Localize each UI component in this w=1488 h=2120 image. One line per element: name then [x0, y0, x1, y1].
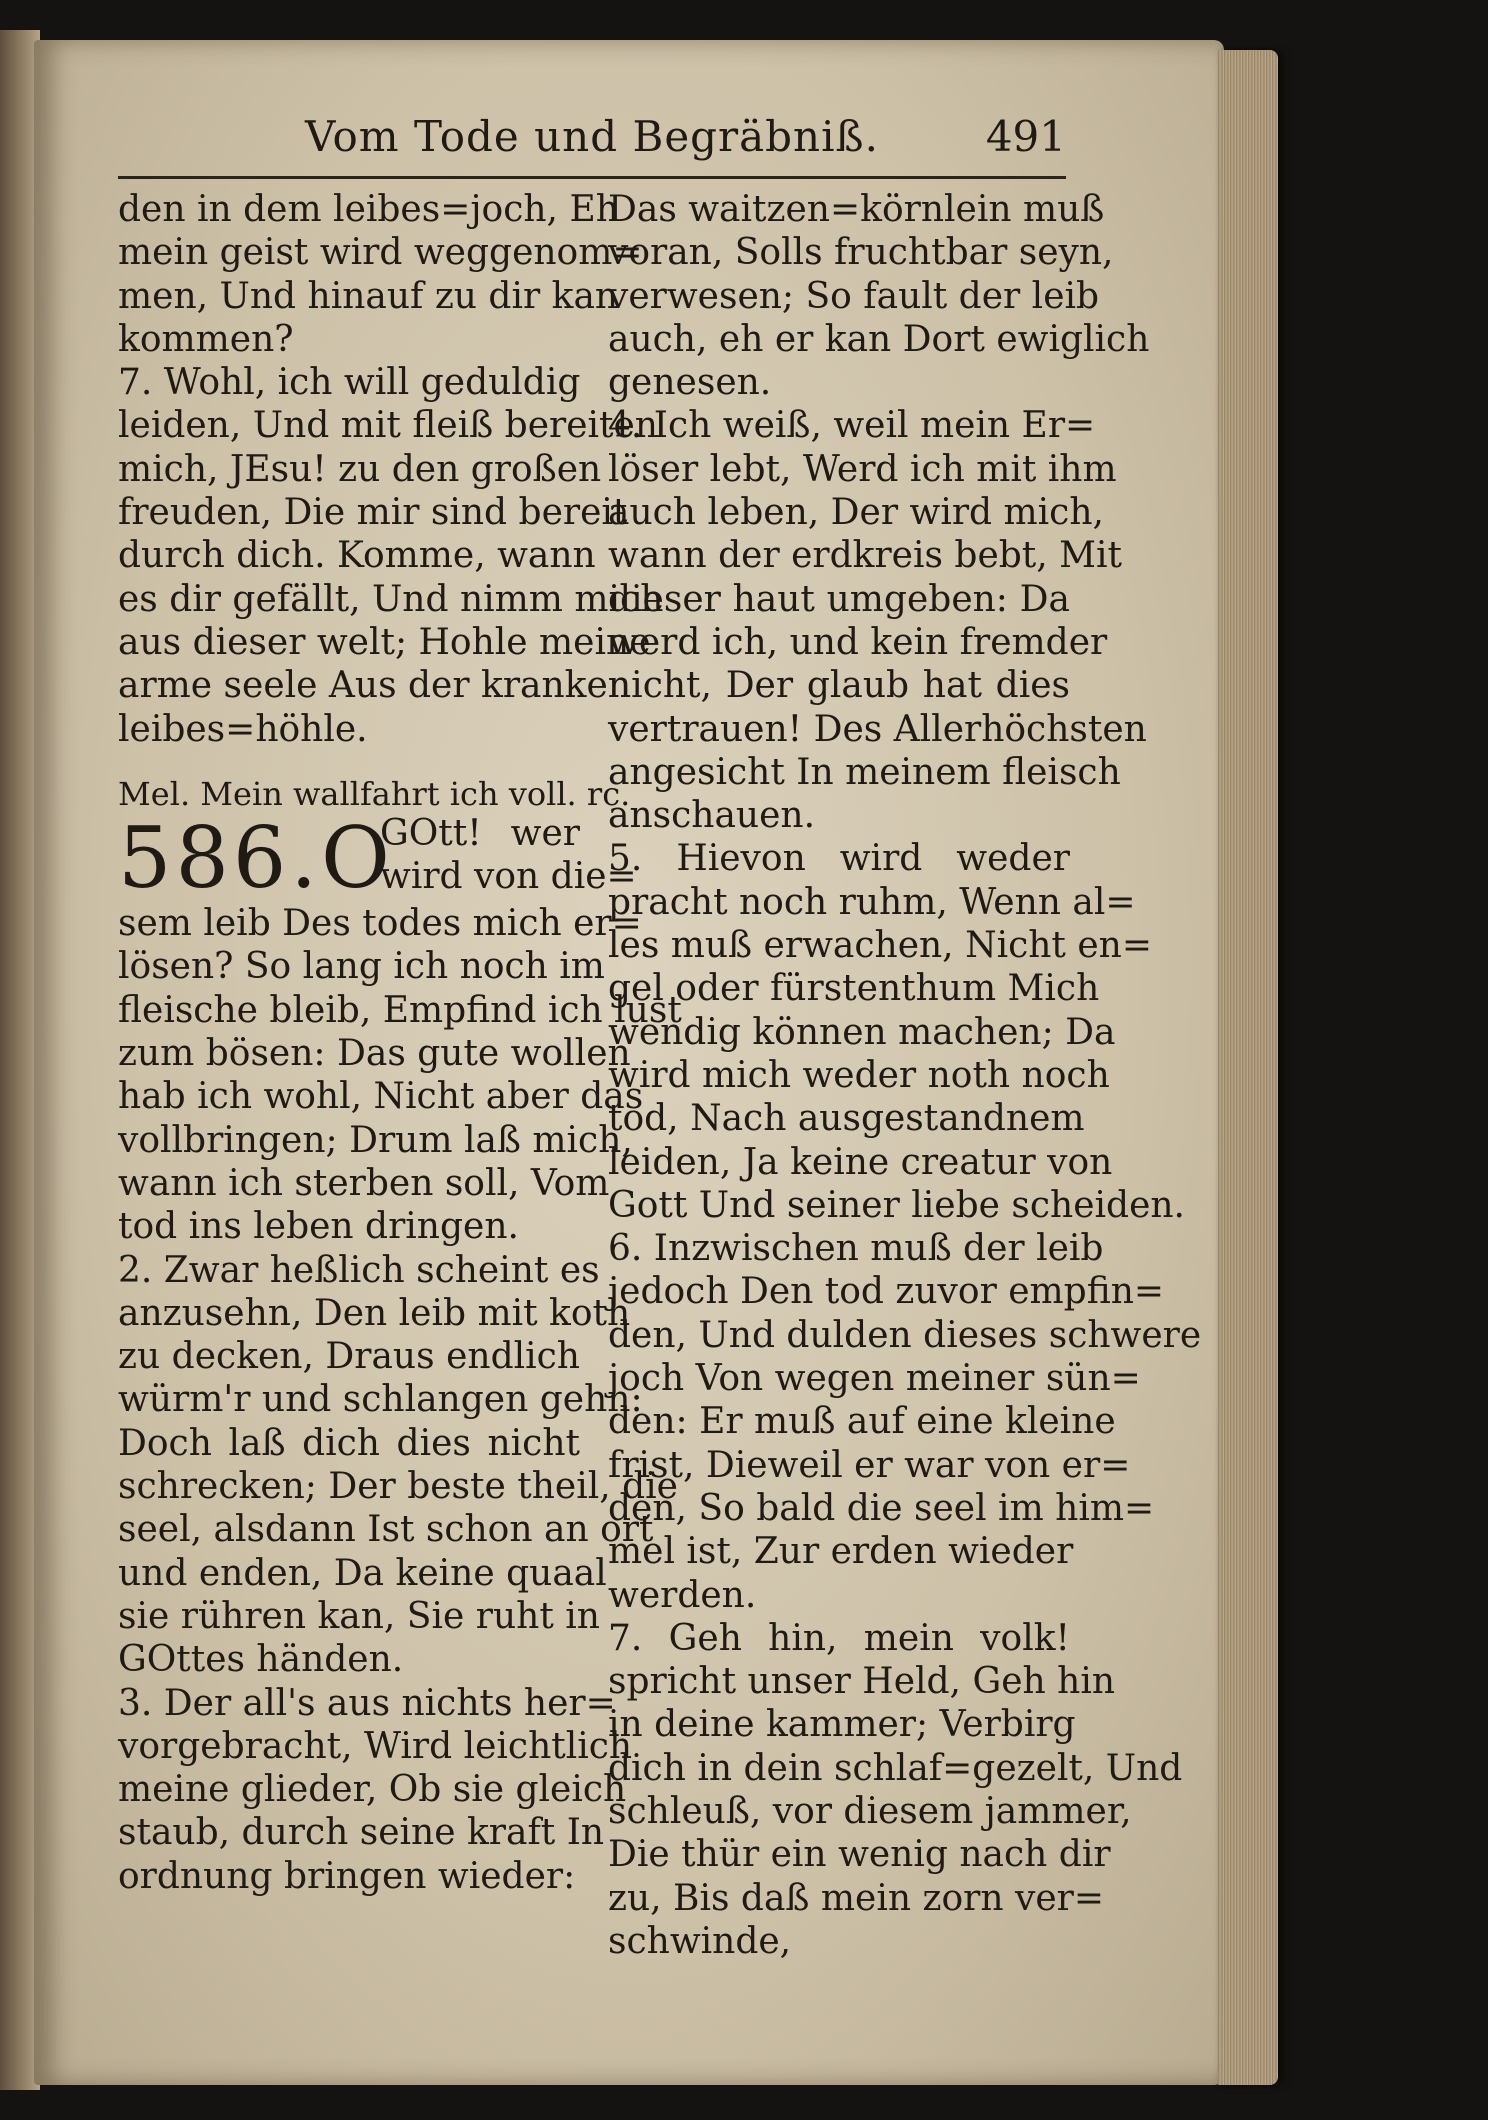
text-line: ordnung bringen wieder: [118, 1855, 576, 1897]
text-line: vertrauen! Des Allerhöchsten [608, 708, 1147, 750]
text-line: dieser haut umgeben: Da [608, 578, 1070, 620]
text-line: schleuß, vor diesem jammer, [608, 1790, 1132, 1832]
text-line: auch leben, Der wird mich, [608, 492, 1104, 534]
text-line: werd ich, und kein fremder [608, 621, 1108, 663]
text-line: vorgebracht, Wird leichtlich [118, 1725, 633, 1767]
text-line: 6. Inzwischen muß der leib [608, 1228, 1104, 1270]
text-line: verwesen; So fault der leib [608, 275, 1100, 317]
text-line: voran, Solls fruchtbar seyn, [608, 232, 1114, 274]
page-header [118, 108, 1066, 172]
text-line: leiden, Und mit fleiß bereiten [118, 405, 658, 447]
hymn-first-lines [380, 812, 637, 899]
text-line: Die thür ein wenig nach dir [608, 1834, 1111, 1876]
text-line: mel ist, Zur erden wieder [608, 1531, 1074, 1573]
text-line: sie rühren kan, Sie ruht in [118, 1595, 600, 1637]
text-line: arme seele Aus der kranken [118, 665, 631, 707]
text-line: würm'r und schlangen gehn: [118, 1379, 643, 1421]
text-line: den in dem leibes=joch, Eh [118, 189, 619, 230]
text-line: men, Und hinauf zu dir kan [118, 275, 619, 317]
text-line: wird mich weder noth noch [608, 1054, 1110, 1096]
left-column-text [118, 188, 664, 751]
text-line: zum bösen: Das gute wollen [118, 1033, 631, 1075]
header-rule [118, 176, 1066, 179]
text-line: dich in dein schlaf=gezelt, Und [608, 1747, 1183, 1789]
text-line: angesicht In meinem fleisch [608, 751, 1121, 793]
text-line: leiden, Ja keine creatur von [608, 1141, 1113, 1183]
text-line: 3. Der all's aus nichts her= [118, 1682, 616, 1724]
hymn-heading [118, 809, 637, 908]
text-line: es dir gefällt, Und nimm mich [118, 578, 664, 620]
text-line: löser lebt, Werd ich mit ihm [608, 448, 1117, 490]
text-line: GOtt! wer [380, 813, 580, 855]
text-line: 7. Wohl, ich will geduldig [118, 362, 581, 404]
text-line: aus dieser welt; Hohle meine [118, 621, 651, 663]
text-line: den, So bald die seel im him= [608, 1487, 1155, 1529]
text-line: hab ich wohl, Nicht aber das [118, 1076, 644, 1118]
hymn-initial: O [321, 809, 394, 908]
text-line: werden. [608, 1574, 757, 1616]
text-line: les muß erwachen, Nicht en= [608, 925, 1152, 967]
text-line: vollbringen; Drum laß mich, [118, 1119, 633, 1161]
text-line: Doch laß dich dies nicht [118, 1422, 580, 1464]
text-line: mich, JEsu! zu den großen [118, 448, 602, 490]
text-line: gel oder fürstenthum Mich [608, 968, 1100, 1010]
text-line: Das waitzen=körnlein muß [608, 189, 1105, 230]
hymn-text [118, 902, 682, 1898]
text-line: 4. Ich weiß, weil mein Er= [608, 405, 1096, 447]
text-line: wann ich sterben soll, Vom [118, 1162, 610, 1204]
text-line: joch Von wegen meiner sün= [608, 1358, 1141, 1400]
right-column-text [608, 188, 1202, 1963]
melody-line: Mel. Mein wallfahrt ich voll. rc. [118, 774, 631, 813]
text-line: durch dich. Komme, wann [118, 535, 596, 577]
page-block-edge [1218, 50, 1278, 2085]
text-line: wendig können machen; Da [608, 1011, 1116, 1053]
text-line: 7. Geh hin, mein volk! [608, 1617, 1070, 1659]
text-line: fleische bleib, Empfind ich lust [118, 989, 682, 1031]
text-line: mein geist wird weggenom= [118, 232, 643, 274]
text-line: jedoch Den tod zuvor empfin= [608, 1271, 1165, 1313]
text-line: lösen? So lang ich noch im [118, 946, 605, 988]
text-line: genesen. [608, 362, 772, 404]
text-line: tod ins leben dringen. [118, 1206, 519, 1248]
left-column [118, 188, 682, 1898]
text-line: meine glieder, Ob sie gleich [118, 1769, 627, 1811]
text-line: zu, Bis daß mein zorn ver= [608, 1877, 1105, 1919]
hymn-number: 586.O [118, 809, 394, 908]
text-line: leibes=höhle. [118, 708, 368, 750]
text-line: staub, durch seine kraft In [118, 1812, 605, 1854]
text-line: schrecken; Der beste theil, die [118, 1466, 678, 1508]
text-line: den: Er muß auf eine kleine [608, 1401, 1116, 1443]
text-line: schwinde, [608, 1920, 792, 1962]
text-line: anzusehn, Den leib mit koth [118, 1292, 631, 1334]
text-line: nicht, Der glaub hat dies [608, 665, 1070, 707]
text-line: sem leib Des todes mich er= [118, 903, 642, 945]
text-line: frist, Dieweil er war von er= [608, 1444, 1131, 1486]
text-line: kommen? [118, 318, 294, 360]
text-line: auch, eh er kan Dort ewiglich [608, 318, 1150, 360]
running-head: Vom Tode und Begräbniß. [305, 112, 879, 161]
right-column [608, 188, 1202, 1963]
text-line: und enden, Da keine quaal [118, 1552, 607, 1594]
page-number: 491 [985, 112, 1066, 161]
text-line: seel, alsdann Ist schon an ort [118, 1509, 654, 1551]
text-line: in deine kammer; Verbirg [608, 1704, 1076, 1746]
text-line: spricht unser Held, Geh hin [608, 1661, 1116, 1703]
text-line: anschauen. [608, 795, 816, 837]
text-line: freuden, Die mir sind bereit [118, 492, 628, 534]
text-line: tod, Nach ausgestandnem [608, 1098, 1085, 1140]
text-line: Gott Und seiner liebe scheiden. [608, 1184, 1186, 1226]
text-line: GOttes händen. [118, 1639, 404, 1681]
text-line: den, Und dulden dieses schwere [608, 1314, 1202, 1356]
text-line: wann der erdkreis bebt, Mit [608, 535, 1123, 577]
text-line: 2. Zwar heßlich scheint es [118, 1249, 600, 1291]
text-line: wird von die= [380, 856, 637, 898]
text-line: pracht noch ruhm, Wenn al= [608, 881, 1136, 923]
text-line: zu decken, Draus endlich [118, 1336, 580, 1378]
text-line: 5. Hievon wird weder [608, 838, 1070, 880]
